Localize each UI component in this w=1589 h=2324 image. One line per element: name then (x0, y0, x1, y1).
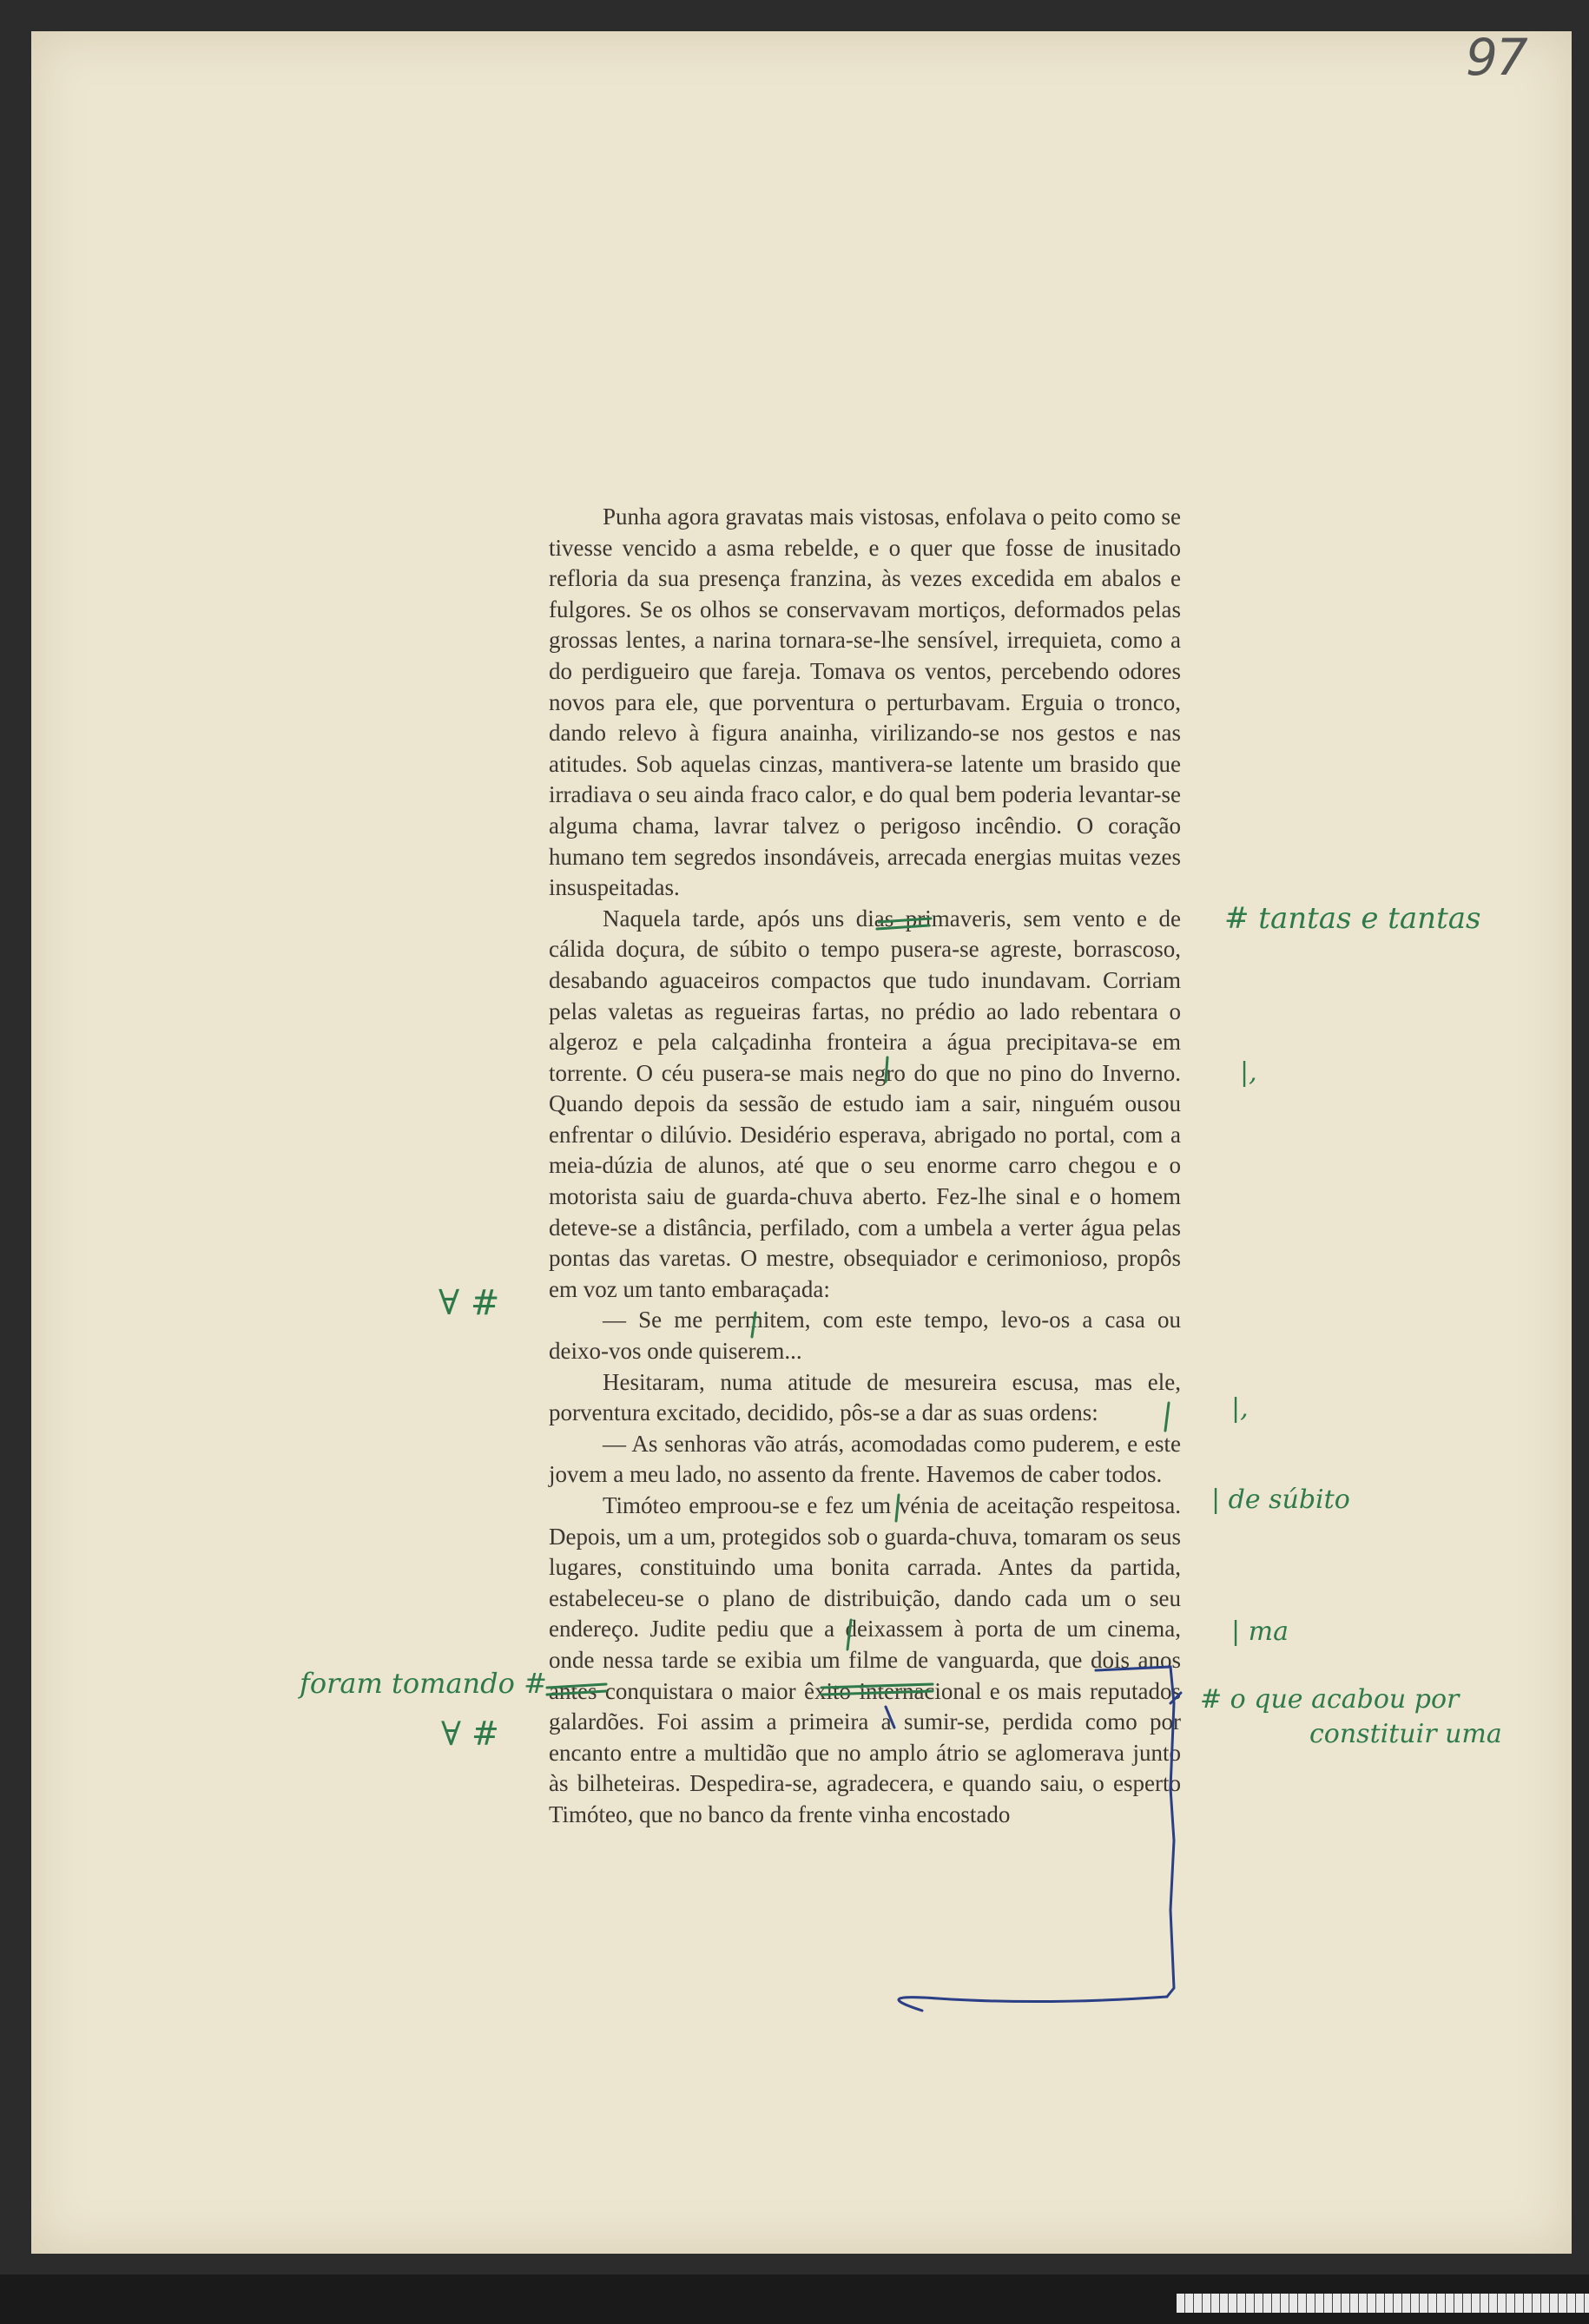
strike-muitas (879, 918, 931, 922)
paragraph-2: Naquela tarde, após uns dias primaveris, sem vento e de cálida doçura, de súbito o tempo pusera-se agreste, borrascoso, desabando aguaceiros compactos que tudo inundavam. Corriam pelas valetas as regueiras fartas, no prédio ao lado rebentara o algeroz e pela calçadinha fronteira a água precipitava-se em torrente. O céu pusera-se mais negro do que no pino do Inverno. Quando depois da sessão de estudo iam a sair, ninguém ousou enfrentar o dilúvio. Desidério esperava, abrigado no portal, com a meia-dúzia de alunos, até que o seu enorme carro chegou e o motorista saiu de guarda-chuva aberto. Fez-lhe sinal e o homem deteve-se a distância, perfilado, com a umbela a verter água pelas pontas das varetas. O mestre, obsequiador e cerimonioso, propôs em voz um tanto embaraçada: (549, 905, 1181, 1302)
page-number: 97 (1466, 28, 1526, 87)
paragraph-6: Timóteo emproou-se e fez um vénia de aceitação respeitosa. Depois, um a um, protegidos sob o guarda-chuva, tomaram os seus lugares, constituindo uma bonita carrada. Antes da partida, estabeleceu-se o plano de distribuição, dando cada um o seu endereço. Judite pediu que a deixassem à porta de um cinema, onde nessa tarde se exibia um filme de vanguarda, que dois anos antes conquistara o maior êxito internacional e os mais reputados galardões. Foi assim a primeira a sumir-se, perdida como por encanto entre a multidão que no amplo átrio se aglomerava junto às bilheteiras. Despedira-se, agradecera, e quando saiu, o esperto Timóteo, que no banco da frente vinha encostado (549, 1492, 1181, 1827)
margin-note-left-2: ∀ # (441, 1715, 499, 1753)
strike-tomaram (547, 1684, 606, 1688)
paragraph-1: Punha agora gravatas mais vistosas, enfolava o peito como se tivesse vencido a asma rebelde, e o quer que fosse de inusitado refloria da sua presença franzina, às vezes excedida em abalos e fulgores. Se os olhos se conservavam mortiços, deformados pelas grossas lentes, a narina tornara-se-lhe sensível, irrequieta, como a do perdigueiro que fareja. Tomava os ventos, percebendo odores novos para ele, que porventura o perturbavam. Erguia o tronco, dando relevo à figura anainha, virilizando-se nos gestos e nas atitudes. Sob aquelas cinzas, mantivera-se latente um brasido que irradiava o seu ainda fraco calor, e do qual bem poderia levantar-se alguma chama, lavrar talvez o perigoso incêndio. O coração humano tem segredos insondáveis, arrecada energias muitas vezes insuspeitadas. (549, 504, 1181, 901)
insert-mark-um (847, 1620, 851, 1649)
margin-note-ma: | ma (1231, 1616, 1289, 1647)
margin-note-acabou: # o que acabou por (1200, 1684, 1460, 1715)
margin-note-de-subito: | de súbito (1211, 1485, 1350, 1515)
paragraph-5: — As senhoras vão atrás, acomodadas como puderem, e este jovem a meu lado, no assento da frente. Havemos de caber todos. (549, 1430, 1181, 1488)
margin-note-tantas: # tantas e tantas (1224, 901, 1481, 936)
blue-bracket (886, 1667, 1181, 2011)
margin-note-comma-1: |, (1240, 1057, 1257, 1088)
paragraph-4: Hesitaram, numa atitude de mesureira escusa, mas ele, porventura excitado, decidido, pôs-se a dar as suas ordens: (549, 1368, 1181, 1426)
insert-mark-algeroz (886, 1057, 887, 1082)
strike-constituindo (821, 1684, 933, 1688)
margin-note-foram-tomando: foram tomando # (300, 1667, 547, 1700)
paragraph-3: — Se me permitem, com este tempo, levo-os a casa ou deixo-vos onde quiserem... (549, 1307, 1181, 1365)
margin-note-constituir: constituir uma (1309, 1719, 1502, 1749)
margin-note-comma-2: |, (1231, 1393, 1249, 1424)
insert-mark-pos-se (896, 1495, 899, 1521)
insert-mark-casa (1165, 1403, 1169, 1431)
insert-mark-pelas (752, 1313, 755, 1337)
margin-note-left-1: ∀ # (438, 1283, 500, 1323)
scale-ruler (1177, 2294, 1589, 2313)
